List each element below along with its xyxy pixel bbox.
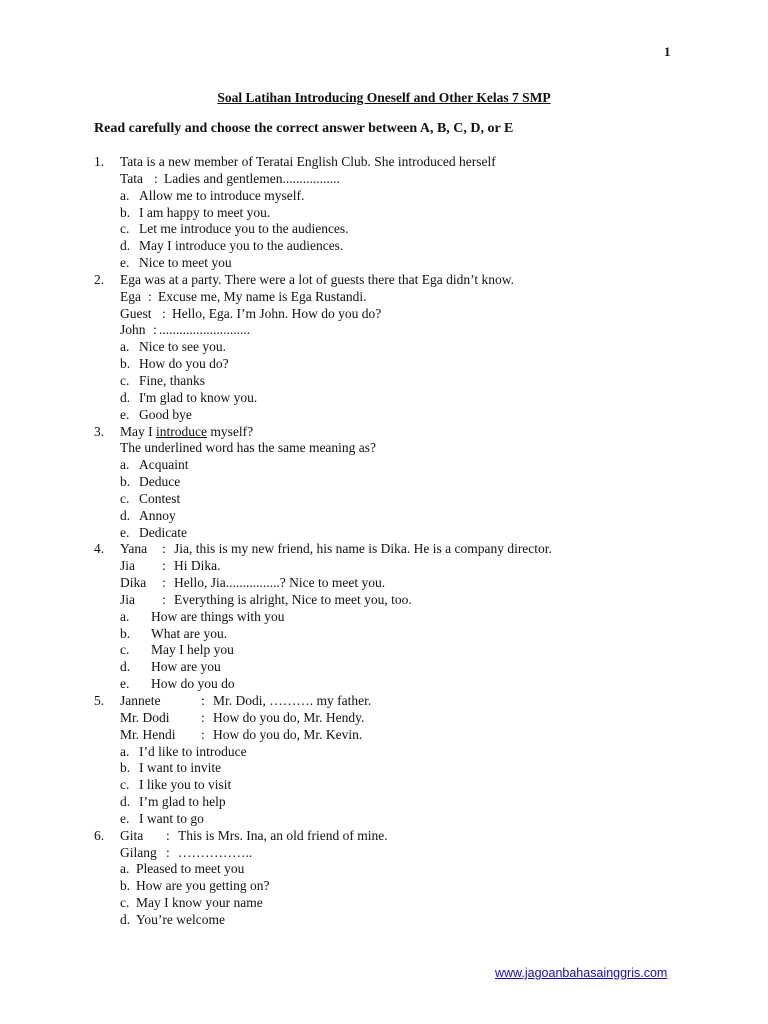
answer-option	[0, 205, 768, 222]
option-text: May I introduce you to the audiences.	[139, 238, 344, 254]
option-text: I want to invite	[139, 760, 222, 776]
dialog-speaker: John	[120, 322, 146, 338]
option-letter: d.	[120, 389, 131, 405]
dialog-speaker: Dika	[120, 575, 147, 591]
option-text: You’re welcome	[136, 911, 225, 927]
option-text: Deduce	[139, 474, 181, 490]
answer-option	[0, 895, 768, 912]
option-letter: a.	[120, 187, 130, 203]
option-text: How do you do	[151, 676, 235, 692]
dialog-speaker: Yana	[120, 541, 148, 557]
option-letter: a.	[120, 743, 130, 759]
answer-option	[0, 457, 768, 474]
option-letter: c.	[120, 642, 130, 658]
answer-option	[0, 491, 768, 508]
option-text: I want to go	[139, 810, 204, 826]
question-line	[0, 440, 768, 457]
option-text: I like you to visit	[139, 777, 232, 793]
dialog-utterance: Mr. Dodi, ………. my father.	[213, 693, 372, 708]
answer-option	[0, 642, 768, 659]
option-letter: c.	[120, 777, 130, 793]
option-text: Good bye	[139, 406, 192, 422]
answer-option	[0, 373, 768, 390]
option-text: Let me introduce you to the audiences.	[139, 221, 349, 237]
dialog-speaker: Ega	[120, 288, 141, 304]
question-line	[0, 710, 768, 727]
option-letter: d.	[120, 659, 131, 675]
dialog-utterance: Excuse me, My name is Ega Rustandi.	[158, 288, 367, 304]
question-line	[0, 575, 768, 592]
option-letter: e.	[120, 406, 130, 422]
option-text: How are things with you	[151, 608, 285, 624]
option-text: How are you getting on?	[136, 878, 270, 894]
dialog-utterance: Jia, this is my new friend, his name is Dika. He is a company director.	[174, 541, 552, 557]
question-line	[0, 541, 768, 558]
option-letter: e.	[120, 810, 130, 826]
dialog-colon: :	[201, 693, 205, 708]
text-segment: May I	[120, 423, 156, 439]
option-letter: c.	[120, 372, 130, 388]
answer-option	[0, 188, 768, 205]
question-line	[0, 322, 768, 339]
option-text: Annoy	[139, 507, 176, 523]
dialog-utterance: Ladies and gentlemen.................	[164, 170, 340, 186]
dialog-colon: :	[162, 541, 166, 557]
question-list	[0, 154, 768, 929]
option-text: Contest	[139, 490, 181, 506]
dialog-colon: :	[162, 558, 166, 574]
option-text: What are you.	[151, 625, 228, 641]
question-number: 2.	[94, 271, 105, 287]
question-line	[0, 693, 768, 710]
dialog-speaker: Jia	[120, 591, 135, 607]
answer-option	[0, 744, 768, 761]
dialog-colon: :	[148, 288, 152, 304]
option-text: I'm glad to know you.	[139, 389, 258, 405]
option-text: How are you	[151, 659, 221, 675]
option-letter: e.	[120, 676, 130, 692]
option-letter: b.	[120, 474, 131, 490]
dialog-speaker: Gita	[120, 827, 144, 843]
option-text: Nice to see you.	[139, 339, 226, 355]
option-letter: a.	[120, 608, 130, 624]
option-letter: b.	[120, 760, 131, 776]
option-letter: b.	[120, 625, 131, 641]
question-line	[0, 272, 768, 289]
underlined-word: introduce	[156, 423, 207, 439]
option-text: Allow me to introduce myself.	[139, 187, 305, 203]
option-letter: c.	[120, 221, 130, 237]
answer-option	[0, 811, 768, 828]
answer-option	[0, 407, 768, 424]
dialog-speaker: Guest	[120, 305, 152, 321]
text-segment: myself?	[206, 423, 254, 439]
option-letter: b.	[120, 204, 131, 220]
question-number: 1.	[94, 154, 105, 169]
question-text	[120, 424, 253, 441]
dialog-colon: :	[162, 575, 166, 591]
answer-option	[0, 659, 768, 676]
option-letter: d.	[120, 911, 131, 927]
instruction: Read carefully and choose the correct answer between A, B, C, D, or E	[94, 121, 514, 136]
option-text: I’m glad to help	[139, 794, 226, 810]
question-number: 6.	[94, 827, 105, 843]
answer-option	[0, 508, 768, 525]
option-text: Pleased to meet you	[136, 861, 245, 877]
option-letter: d.	[120, 238, 131, 254]
answer-option	[0, 912, 768, 929]
option-text: I’d like to introduce	[139, 743, 247, 759]
question-number: 4.	[94, 541, 105, 557]
answer-option	[0, 339, 768, 356]
question-line	[0, 828, 768, 845]
option-letter: b.	[120, 878, 131, 894]
option-letter: a.	[120, 339, 130, 355]
question-text: The underlined word has the same meaning as?	[120, 440, 377, 456]
option-letter: a.	[120, 457, 130, 473]
question-text: Ega was at a party. There were a lot of guests there that Ega didn’t know.	[120, 271, 514, 287]
question-line	[0, 424, 768, 441]
answer-option	[0, 525, 768, 542]
option-letter: e.	[120, 255, 130, 271]
answer-option	[0, 794, 768, 811]
option-letter: c.	[120, 895, 130, 911]
dialog-colon: :	[162, 305, 166, 321]
question-line	[0, 154, 768, 171]
question-line	[0, 727, 768, 744]
dialog-colon: :	[153, 322, 157, 338]
question-line	[0, 289, 768, 306]
answer-option	[0, 356, 768, 373]
answer-option	[0, 474, 768, 491]
dialog-speaker: Mr. Dodi	[120, 709, 170, 725]
dialog-utterance: Hello, Jia................? Nice to meet you.	[174, 575, 386, 591]
dialog-utterance: How do you do, Mr. Hendy.	[213, 709, 365, 725]
dialog-utterance: ……………..	[178, 844, 253, 860]
option-letter: d.	[120, 507, 131, 523]
option-text: Acquaint	[139, 457, 189, 473]
dialog-utterance: Everything is alright, Nice to meet you, too.	[174, 591, 412, 607]
dialog-speaker: Tata	[120, 170, 144, 186]
dialog-colon: :	[166, 844, 170, 860]
answer-option	[0, 238, 768, 255]
worksheet-title: Soal Latihan Introducing Oneself and Other Kelas 7 SMP	[217, 90, 551, 105]
question-text: Tata is a new member of Teratai English Club. She introduced herself	[120, 154, 496, 169]
option-letter: d.	[120, 794, 131, 810]
dialog-speaker: Gilang	[120, 844, 157, 860]
option-letter: e.	[120, 524, 130, 540]
question-line	[0, 845, 768, 862]
question-line	[0, 558, 768, 575]
dialog-utterance: This is Mrs. Ina, an old friend of mine.	[178, 827, 388, 843]
footer-website-link[interactable]: www.jagoanbahasainggris.com	[495, 966, 668, 980]
answer-option	[0, 861, 768, 878]
option-letter: a.	[120, 861, 130, 877]
question-line	[0, 171, 768, 188]
option-letter: c.	[120, 490, 130, 506]
answer-option	[0, 609, 768, 626]
dialog-colon: :	[201, 709, 205, 725]
dialog-speaker: Jia	[120, 558, 135, 574]
option-text: How do you do?	[139, 356, 229, 372]
answer-option	[0, 255, 768, 272]
dialog-utterance: How do you do, Mr. Kevin.	[213, 726, 363, 742]
answer-option	[0, 676, 768, 693]
option-text: Dedicate	[139, 524, 187, 540]
answer-option	[0, 878, 768, 895]
option-letter: b.	[120, 356, 131, 372]
option-text: May I know your name	[136, 895, 263, 911]
dialog-utterance: Hello, Ega. I’m John. How do you do?	[172, 305, 382, 321]
page-number: 1	[664, 44, 671, 59]
question-line	[0, 592, 768, 609]
option-text: May I help you	[151, 642, 234, 658]
answer-option	[0, 390, 768, 407]
answer-option	[0, 626, 768, 643]
dialog-utterance: ...........................	[159, 322, 251, 338]
dialog-utterance: Hi Dika.	[174, 558, 221, 574]
dialog-colon: :	[201, 726, 205, 742]
answer-option	[0, 777, 768, 794]
option-text: Fine, thanks	[139, 372, 205, 388]
dialog-colon: :	[162, 591, 166, 607]
question-number: 5.	[94, 693, 105, 708]
dialog-speaker: Mr. Hendi	[120, 726, 176, 742]
option-text: Nice to meet you	[139, 255, 232, 271]
option-text: I am happy to meet you.	[139, 204, 271, 220]
question-line	[0, 306, 768, 323]
dialog-colon: :	[166, 827, 170, 843]
dialog-colon: :	[154, 170, 158, 186]
question-number: 3.	[94, 423, 105, 439]
answer-option	[0, 221, 768, 238]
answer-option	[0, 760, 768, 777]
dialog-speaker: Jannete	[120, 693, 161, 708]
